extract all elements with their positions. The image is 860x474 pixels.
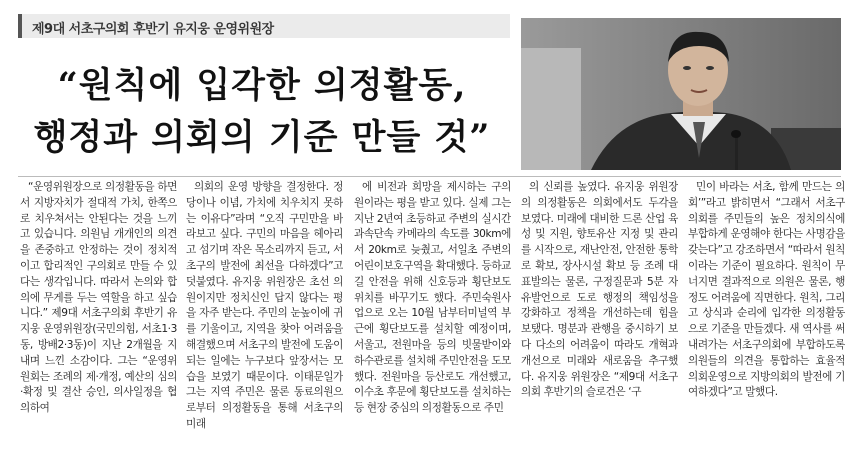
article-column-3 (354, 180, 511, 466)
column-text: 민이 바라는 서초, 함께 만드는 의회’”라고 밝히면서 “그래서 서초구의회를 주민들의 높은 정치의식에 부합하게 운영해야 한다는 사명감을 갖는다”고 강조하면서 “따라서 원칙이라는 기준이 필요하다. 원칙이 무너지면 결과적으로 의원은 물론, 행정도 어려움에 직면한다. 원칙, 그리고 상식과 순리에 입각한 의정활동으로 기준을 만들겠다. 새 역사를 써 내려가는 서초구의회에 부합하도록 의원들의 의견을 통합하는 효율적 의회운영으로 지방의회의 발전에 기여하겠다”고 말했다. (688, 181, 845, 399)
article-column-2 (186, 180, 343, 466)
portrait-photo (521, 18, 841, 170)
article-column-5 (688, 180, 845, 466)
article-kicker-bar (18, 14, 510, 38)
column-text: 에 비전과 희망을 제시하는 구의원이라는 평을 받고 있다. 실제 그는 지난 2년여 초등하교 주변의 실시간 과속단속 카메라의 속도를 30km에서 20km로 늦췄고, 서일초 주변의 어린이보호구역을 확대했다. 등하교길 안전을 위해 신호등과 횡단보도 위치를 바꾸기도 했다. 주민숙원사업으로 오는 10월 남부터미널역 부근에 횡단보도를 설치할 예정이며, 서울고, 전원마을 등의 빗물받이와 하수관로를 설치해 주민안전을 도모했다. 전원마을 등산로도 개선했고, 이수초 후문에 횡단보도를 설치하는 등 현장 중심의 의정활동으로 주민 (354, 181, 511, 415)
headline-line-2: 행정과 의회의 기준 만들 것” (33, 117, 491, 158)
column-text: 의 신뢰를 높였다. 유지웅 위원장의 의정활동은 의회에서도 두각을 보였다. 미래에 대비한 드론 산업 육성 및 지원, 향토유산 지정 및 관리를 시작으로, 재난안전, 안전한 통학로 확보, 장사시설 확보 등 조례 대표발의는 물론, 구정질문과 5분 자유발언으로 도로 행정의 책임성을 강화하고 정책을 개선하는데 힘을 보탰다. 명분과 관행을 중시하기 보다 다소의 어려움이 따라도 개혁과 개선으로 미래와 새로움을 추구했다. 유지웅 위원장은 “제9대 서초구의회 후반기의 슬로건은 ‘구 (521, 181, 678, 399)
headline-line-1: “원칙에 입각한 의정활동, (57, 65, 467, 106)
article-column-4 (521, 180, 678, 466)
article-column-1 (20, 180, 177, 466)
body-divider (18, 176, 841, 177)
article-kicker: 제9대 서초구의회 후반기 유지웅 운영위원장 (32, 22, 274, 37)
column-text: 의회의 운영 방향을 결정한다. 정당이나 이념, 가치에 치우치지 못하는 이유다”라며 “오직 구민만을 바라보고 싶다. 구민의 마음을 헤아리고 섬기며 작은 목소리까지 듣고, 서초구의 발전에 최선을 다하겠다”고 덧붙였다. 유지웅 위원장은 초선 의원이지만 정치신인 답지 않다는 평을 자주 받는다. 주민의 눈높이에 귀를 기울이고, 지역을 찾아 어려움을 해결했으며 서초구의 발전에 도움이 되는 일에는 누구보다 앞장서는 모습을 보였기 때문이다. 이태문일가 그는 지역 주민은 물론 동료의원으로부터 의정활동을 통해 서초구의 미래 (186, 181, 343, 430)
column-text: “운영위원장으로 의정활동을 하면서 지방자치가 절대적 가치, 한쪽으로 치우쳐서는 안된다는 것을 느끼고 있습니다. 의원님 개개인의 의견을 존중하고 안정하는 것이 정치적이고 합리적인 구의회로 만들 수 있다는 생각입니다. 따라서 논의와 합의에 무게를 두는 역할을 하고 싶습니다.” 제9대 서초구의회 후반기 유지웅 운영위원장(국민의힘, 서초1·3동, 방배2·3동)이 지난 2개월을 지내며 느낀 소감이다. 그는 “운영위원회는 조례의 제·개정, 예산의 심의·확정 및 결산 승인, 의사일정을 협의하여 (20, 181, 177, 415)
